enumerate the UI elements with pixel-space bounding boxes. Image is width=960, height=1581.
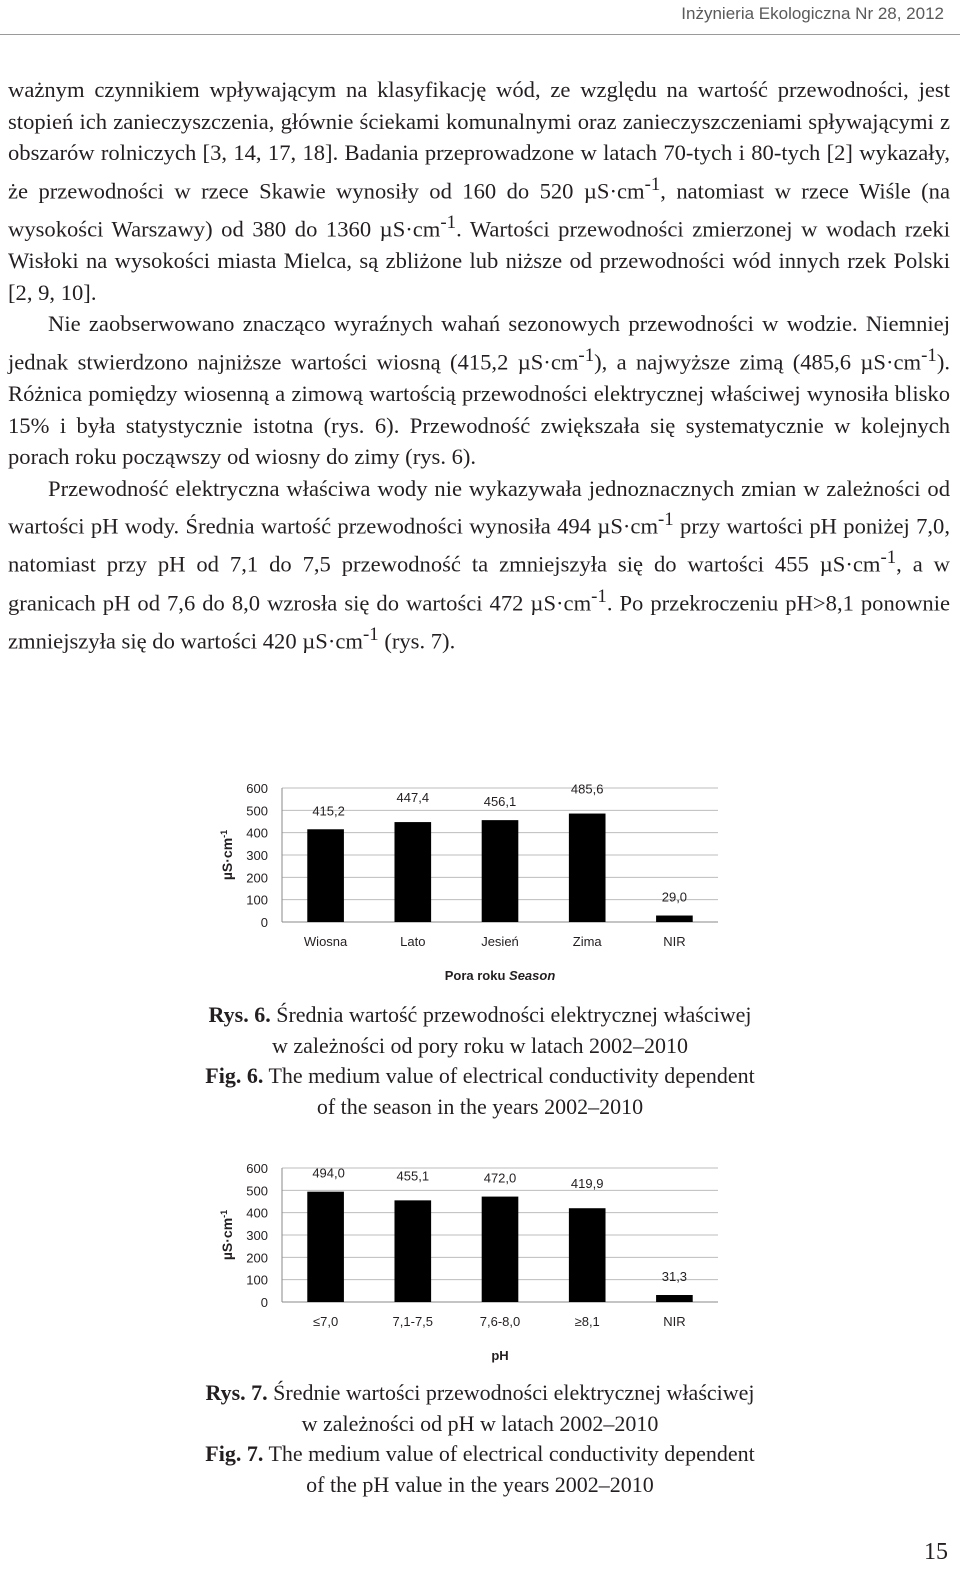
figure-6-caption (0, 1000, 960, 1122)
x-tick-label: Jesień (481, 934, 519, 949)
bar (569, 1208, 606, 1302)
x-axis-label: Pora roku Season (444, 968, 556, 983)
x-tick-label: Zima (572, 934, 602, 949)
data-label: 31,3 (661, 1269, 688, 1285)
x-tick-label: NIR (663, 934, 686, 949)
p3-part-d: . Po przekroczeniu pH>8,1 ponownie zmniejszyła się do wartości 420 µS·cm (8, 590, 950, 654)
x-tick-label: Wiosna (303, 934, 348, 949)
fig6-en-label: Fig. 6. (205, 1063, 264, 1088)
paragraph-1 (8, 74, 950, 308)
x-tick-label: Lato (400, 934, 426, 949)
superscript: -1 (921, 344, 937, 366)
bar (394, 822, 431, 922)
fig6-pl-text1: Średnia wartość przewodności elektrycznej właściwej (276, 1002, 752, 1027)
y-axis-label: $\mu S\cdot cm^{-1}$ (219, 829, 235, 881)
figure-7-caption (0, 1378, 960, 1500)
y-tick-label: 400 (246, 1205, 268, 1221)
x-tick-label: NIR (663, 1314, 686, 1329)
fig7-en-text2: of the pH value in the years 2002–2010 (306, 1471, 654, 1497)
header-rule (0, 34, 960, 35)
fig6-pl-label: Rys. 6. (208, 1002, 271, 1027)
bar (482, 1197, 519, 1302)
y-tick-label: 400 (246, 825, 268, 841)
data-label: 485,6 (570, 781, 604, 797)
y-tick-label: 200 (246, 1250, 268, 1266)
p1-part-c: . Wartości przewodności zmierzonej w wodach rzeki Wisłoki na wysokości miasta Mielca, są zbliżone lub niższe od przewodności wód innych rzek Polski [2, 9, 10]. (8, 216, 950, 305)
x-axis-label: pH (491, 1348, 509, 1363)
data-label: 455,1 (396, 1168, 430, 1184)
paragraph-3 (8, 473, 950, 657)
bar (307, 829, 344, 922)
p3-part-e: (rys. 7). (378, 628, 456, 654)
superscript: -1 (644, 173, 661, 195)
y-tick-label: 600 (246, 781, 268, 796)
data-label: 494,0 (312, 1165, 345, 1181)
superscript: -1 (591, 585, 607, 607)
y-axis-label: $\mu S\cdot cm^{-1}$ (219, 1209, 235, 1261)
figure-7-svg (0, 1150, 960, 1372)
x-tick-label: ≥8,1 (574, 1314, 600, 1329)
fig6-pl-text2: w zależności od pory roku w latach 2002–2010 (271, 1032, 689, 1058)
fig6-en-line1 (0, 1061, 960, 1092)
y-tick-label: 500 (246, 1183, 268, 1199)
data-label: 456,1 (483, 794, 517, 810)
data-label: 415,2 (312, 803, 345, 819)
p2-part-a: Nie zaobserwowano znacząco wyraźnych wahań sezonowych przewodności w wodzie. Niemniej jednak stwierdzono najniższe wartości wiosną (415,2 µS·cm (8, 311, 950, 375)
bar (656, 916, 693, 922)
data-label: 472,0 (483, 1170, 517, 1186)
data-label: 419,9 (570, 1176, 604, 1192)
y-tick-label: 600 (246, 1161, 268, 1176)
y-tick-label: 500 (246, 803, 268, 819)
superscript: -1 (440, 211, 457, 233)
fig7-pl-text2: w zależności od pH w latach 2002–2010 (301, 1410, 659, 1436)
page-number: 15 (924, 1539, 948, 1565)
fig6-en-text2: of the season in the years 2002–2010 (316, 1093, 644, 1119)
p3-part-b: przy wartości pH poniżej 7,0, natomiast przy pH od 7,1 do 7,5 przewodność ta zmniejszyła się do wartości 455 µS·cm (8, 513, 951, 577)
y-tick-label: 300 (246, 848, 268, 863)
paragraph-2 (8, 308, 950, 473)
bar (482, 820, 519, 922)
fig7-en-label: Fig. 7. (205, 1441, 264, 1466)
superscript: -1 (362, 623, 379, 645)
x-tick-label: ≤7,0 (312, 1314, 339, 1329)
figure-6-svg (0, 770, 960, 992)
p3-part-c: , a w granicach pH od 7,6 do 8,0 wzrosła się do wartości 472 µS·cm (8, 551, 950, 616)
fig7-pl-label: Rys. 7. (205, 1380, 268, 1405)
y-tick-label: 0 (260, 915, 268, 930)
bar (307, 1192, 344, 1302)
p1-part-a: ważnym czynnikiem wpływającym na klasyfikację wód, ze względu na wartość przewodności, jest stopień ich zanieczyszczenia, głównie ściekami komunalnymi oraz zanieczyszczeniami spływającymi z obszarów rolniczych [3, 14, 17, 18]. Badania przeprowadzone w latach 70-tych i 80-tych [2] wykazały, że przewodności w rzece Skawie wynosiły od 160 do 520 µS·cm (8, 77, 950, 204)
p2-part-b: ), a najwyższe zimą (485,6 µS·cm (594, 349, 922, 375)
fig7-en-line1 (0, 1439, 960, 1470)
y-tick-label: 300 (246, 1228, 268, 1243)
bar (569, 814, 606, 922)
figure-7-chart (0, 1150, 960, 1372)
fig7-pl-line1 (0, 1378, 960, 1409)
running-header (0, 0, 960, 38)
y-tick-label: 100 (246, 1272, 268, 1288)
data-label: 29,0 (661, 889, 688, 905)
p3-part-a: Przewodność elektryczna właściwa wody nie wykazywała jednoznacznych zmian w zależności od wartości pH wody. Średnia wartość przewodności wynosiła 494 µS·cm (8, 475, 950, 539)
superscript: -1 (658, 509, 674, 531)
fig7-pl-text1: Średnie wartości przewodności elektrycznej właściwej (273, 1380, 755, 1405)
bar (394, 1200, 431, 1302)
article-body (8, 74, 950, 657)
superscript: -1 (880, 547, 897, 569)
journal-title: Inżynieria Ekologiczna Nr 28, 2012 (681, 4, 944, 23)
y-tick-label: 100 (246, 892, 268, 908)
superscript: -1 (578, 344, 595, 366)
data-label: 447,4 (396, 790, 430, 806)
p2-part-c: ). Różnica pomiędzy wiosenną a zimową wartością przewodności elektrycznej właściwej wynosiła blisko 15% i była statystycznie istotna (rys. 6). Przewodność zwiększała się systematycznie w kolejnych porach roku począwszy od wiosny do zimy (rys. 6). (8, 349, 950, 470)
fig6-pl-line1 (0, 1000, 960, 1031)
fig7-en-text1: The medium value of electrical conductivity dependent (268, 1441, 755, 1466)
p1-part-b: , natomiast w rzece Wiśle (na wysokości Warszawy) od 380 do 1360 µS·cm (8, 178, 950, 242)
y-tick-label: 0 (260, 1295, 268, 1310)
bar (656, 1295, 693, 1302)
x-tick-label: 7,1-7,5 (392, 1314, 434, 1329)
fig6-en-text1: The medium value of electrical conductivity dependent (268, 1063, 755, 1088)
y-tick-label: 200 (246, 870, 268, 886)
figure-6-chart (0, 770, 960, 992)
x-tick-label: 7,6-8,0 (479, 1314, 521, 1329)
